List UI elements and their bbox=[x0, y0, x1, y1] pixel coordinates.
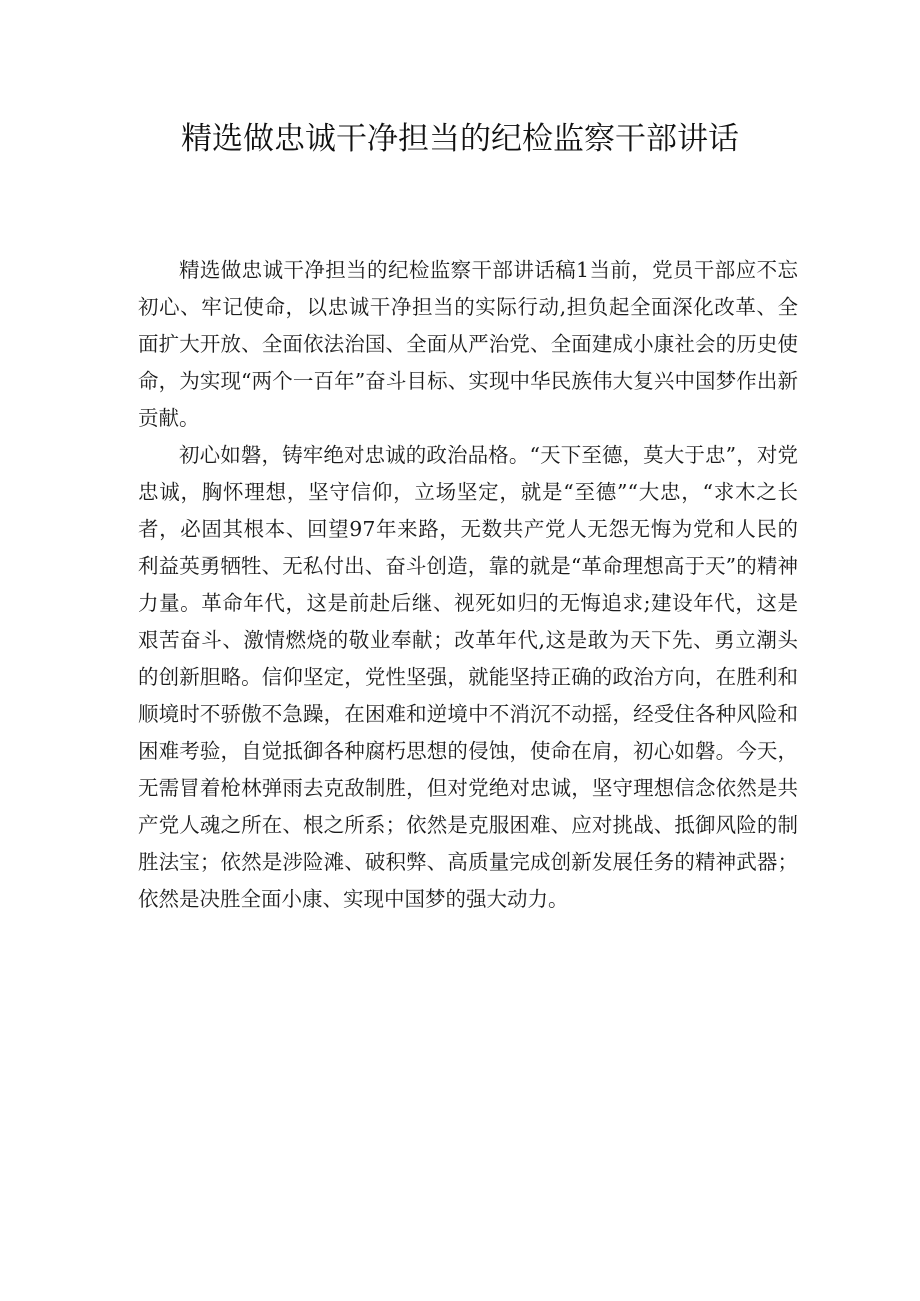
document-body bbox=[138, 252, 798, 918]
paragraph-2: 初心如磐，铸牢绝对忠诚的政治品格。“天下至德，莫大于忠”，对党忠诚，胸怀理想，坚守信仰，立场坚定，就是“至德”“大忠，“求木之长者，必固其根本、回望97年来路，无数共产党人无怨无悔为党和人民的利益英勇牺牲、无私付出、奋斗创造，靠的就是“革命理想高于天”的精神力量。革命年代，这是前赴后继、视死如归的无悔追求;建设年代，这是艰苦奋斗、激情燃烧的敬业奉献；改革年代,这是敢为天下先、勇立潮头的创新胆略。信仰坚定，党性坚强，就能坚持正确的政治方向，在胜利和顺境时不骄傲不急躁，在困难和逆境中不消沉不动摇，经受住各种风险和困难考验，自觉抵御各种腐朽思想的侵蚀，使命在肩，初心如磐。今天，无需冒着枪林弹雨去克敌制胜，但对党绝对忠诚，坚守理想信念依然是共产党人魂之所在、根之所系；依然是克服困难、应对挑战、抵御风险的制胜法宝；依然是涉险滩、破积弊、高质量完成创新发展任务的精神武器；依然是决胜全面小康、实现中国梦的强大动力。 bbox=[138, 443, 798, 911]
document-title: 精选做忠诚干净担当的纪检监察干部讲话 bbox=[181, 121, 739, 157]
paragraph-1: 精选做忠诚干净担当的纪检监察干部讲话稿1当前，党员干部应不忘初心、牢记使命，以忠诚干净担当的实际行动,担负起全面深化改革、全面扩大开放、全面依法治国、全面从严治党、全面建成小康社会的历史使命，为实现“两个一百年”奋斗目标、实现中华民族伟大复兴中国梦作出新贡献。 bbox=[138, 258, 798, 430]
